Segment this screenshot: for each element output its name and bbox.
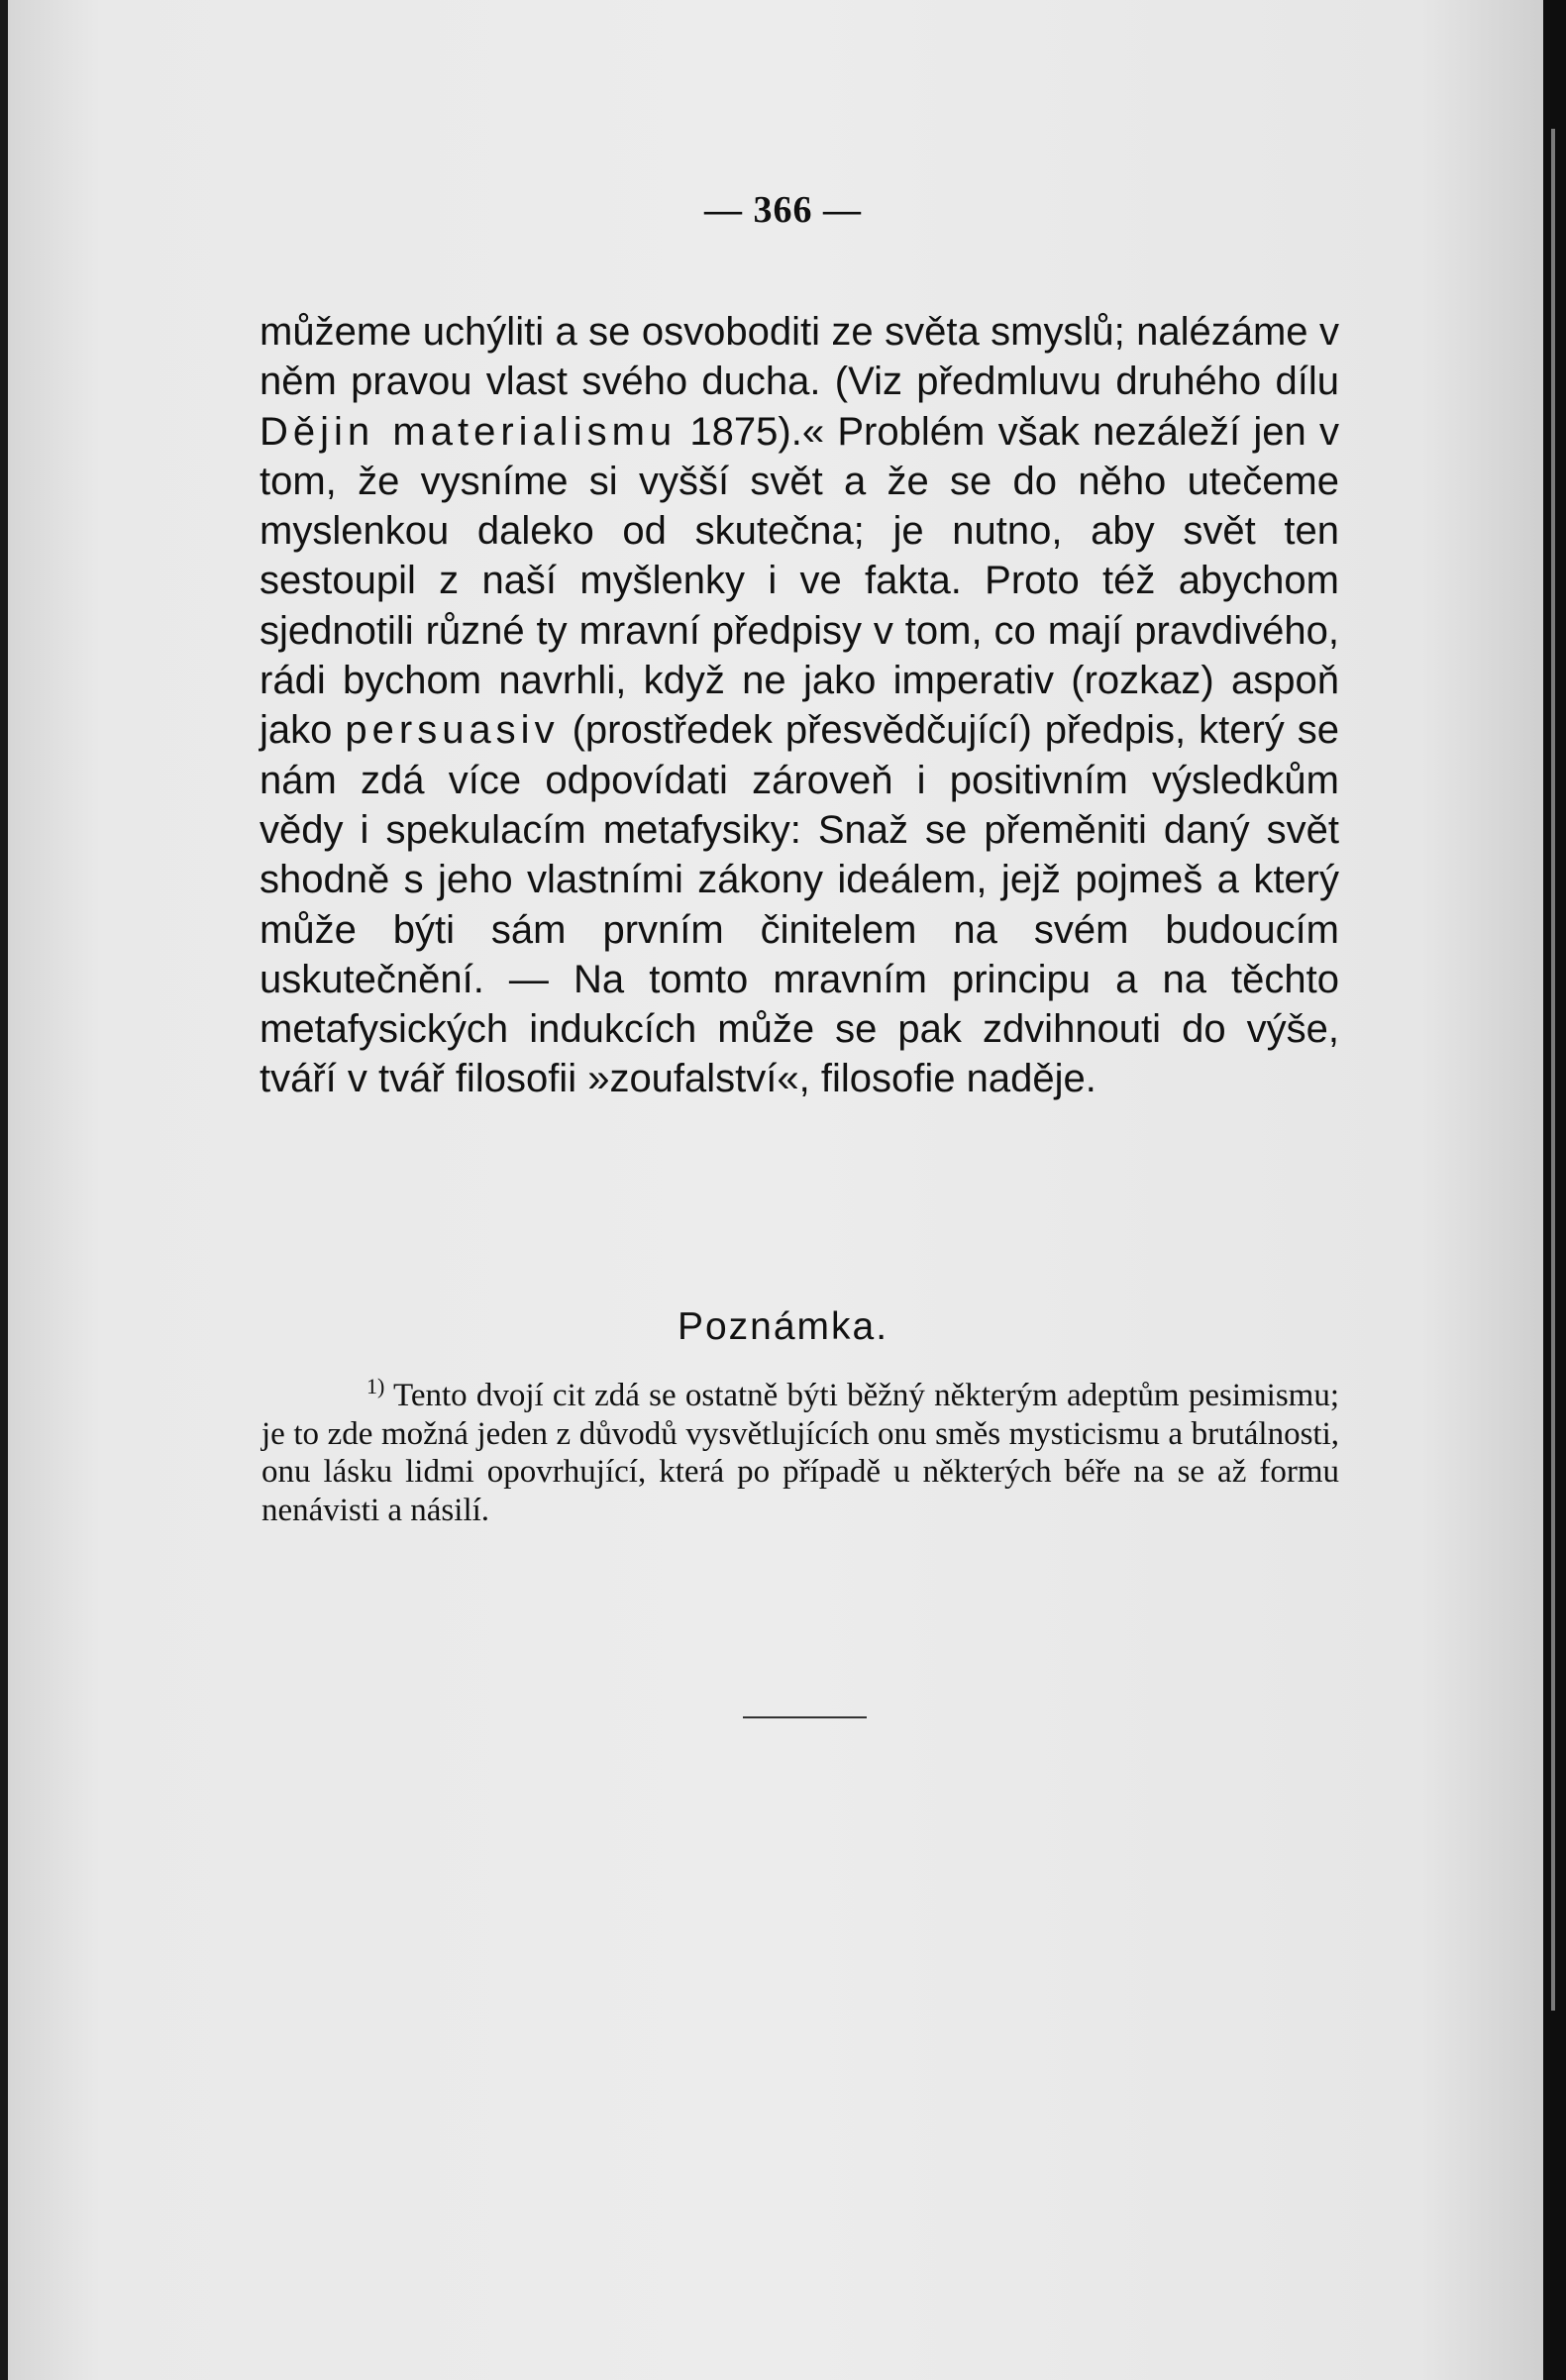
closing-rule xyxy=(743,1716,867,1718)
emphasized-title-dejin-materialismu: Dějin materialismu xyxy=(260,409,678,454)
main-paragraph xyxy=(260,307,1339,1104)
scan-edge-line xyxy=(1551,129,1555,2011)
footnote xyxy=(261,1374,1340,1529)
notes-heading: Poznámka. xyxy=(677,1305,889,1348)
footnote-text: Tento dvojí cit zdá se ostatně býti běžný některým adeptům pesimismu; je to zde možná jeden z důvodů vysvětlujících onu směs mysticismu a brutálnosti, onu lásku lidmi opovrhující, která po případě u některých béře na se až formu nenávisti a násilí. xyxy=(261,1378,1340,1528)
footnote-marker: 1) xyxy=(366,1374,385,1398)
paragraph-text-part-2: 1875).« Problém však nezáleží jen v tom, že vysníme si vyšší svět a že se do něho utečeme myslenkou daleko od skutečna; je nutno, aby svět ten sestoupil z naší myšlenky i ve fakta. Proto též abychom sjednotili různé ty mravní předpisy v tom, co mají pravdivého, rádi bychom navrhli, když ne jako imperativ (rozkaz) aspoň jako xyxy=(260,409,1339,753)
paragraph-text-part-1: můžeme uchýliti a se osvoboditi ze světa smyslů; nalézáme v něm pravou vlast svého ducha. (Viz předmluvu druhého dílu xyxy=(260,310,1339,404)
page-number: — 366 — xyxy=(704,189,862,231)
paragraph-text-part-3: (prostředek přesvědčující) předpis, který se nám zdá více odpovídati zároveň i positivním výsledkům vědy i spekulacím metafysiky: Snaž se přeměniti daný svět shodně s jeho vlastními zákony ideálem, jejž pojmeš a který může býti sám prvním činitelem na svém budoucím uskutečnění. — Na tomto mravním principu a na těchto metafysických indukcích může se pak zdvihnouti do výše, tváří v tvář filosofii »zoufalství«, filosofie naděje. xyxy=(260,708,1339,1101)
emphasized-word-persuasiv: persuasiv xyxy=(345,708,560,753)
